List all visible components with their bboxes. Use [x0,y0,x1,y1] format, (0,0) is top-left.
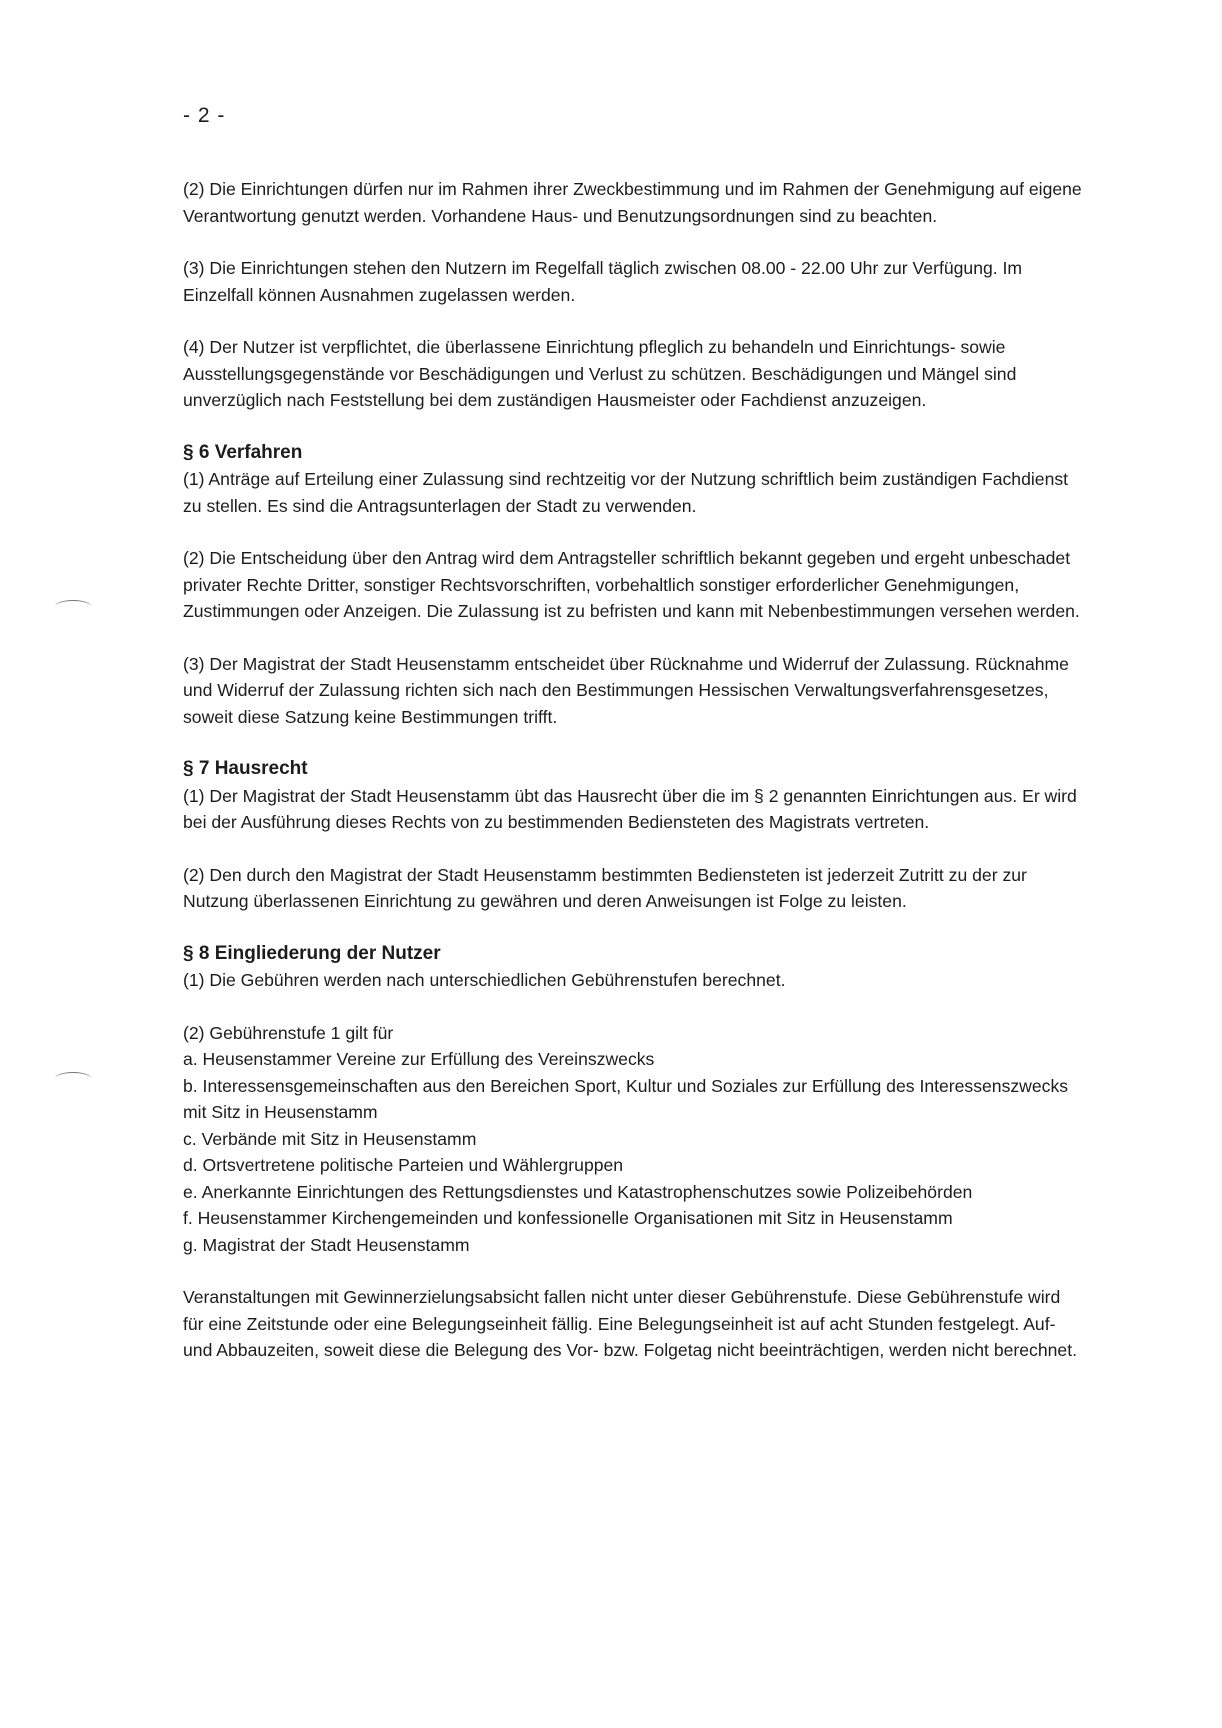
paragraph-8-1: (1) Die Gebühren werden nach unterschiedlichen Gebührenstufen berechnet. [183,970,786,990]
paragraph-6-2: (2) Die Entscheidung über den Antrag wird dem Antragsteller schriftlich bekannt gegeben und ergeht unbeschadet privater Rechte Dritter, sonstiger Rechtsvorschriften, vorbehaltlich sonstiger erforderlicher Genehmigungen, Zustimmungen oder Anzeigen. Die Zulassung ist zu befristen und kann mit Nebenbestimmungen versehen werden. [183,548,1080,621]
section-heading: § 8 Eingliederung der Nutzer [183,942,441,964]
list-item: a. Heusenstammer Vereine zur Erfüllung des Vereinszwecks [183,1049,655,1069]
paragraph-8-closing: Veranstaltungen mit Gewinnerzielungsabsicht fallen nicht unter dieser Gebührenstufe. Diese Gebührenstufe wird für eine Zeitstunde oder eine Belegungseinheit fällig. Eine Belegungseinheit ist auf acht Stunden festgelegt. Auf- und Abbauzeiten, soweit diese die Belegung des Vor- bzw. Folgetag nicht beeinträchtigen, werden nicht berechnet. [183,1287,1077,1360]
list-item: c. Verbände mit Sitz in Heusenstamm [183,1128,477,1149]
paragraph-5-3: (3) Die Einrichtungen stehen den Nutzern im Regelfall täglich zwischen 08.00 - 22.00 Uhr zur Verfügung. Im Einzelfall können Ausnahmen zugelassen werden. [183,258,1023,305]
paragraph-6-3: (3) Der Magistrat der Stadt Heusenstamm entscheidet über Rücknahme und Widerruf der Zulassung. Rücknahme und Widerruf der Zulassung richten sich nach den Bestimmungen Hessischen Verwaltungsverfahrensgesetzes, soweit diese Satzung keine Bestimmungen trifft. [183,653,1069,727]
paragraph-6-1: (1) Anträge auf Erteilung einer Zulassung sind rechtzeitig vor der Nutzung schriftlich beim zuständigen Fachdienst zu stellen. Es sind die Antragsunterlagen der Stadt zu verwenden. [183,469,1069,516]
punch-hole-mark [55,1072,91,1085]
paragraph-7-1: (1) Der Magistrat der Stadt Heusenstamm übt das Hausrecht über die im § 2 genannten Einrichtungen aus. Er wird bei der Ausführung dieses Rechts von zu bestimmenden Bediensteten des Magistrats vertreten. [183,785,1077,832]
fee-level-list [183,1046,1083,1258]
section-heading: § 6 Verfahren [183,441,303,463]
list-item: g. Magistrat der Stadt Heusenstamm [183,1234,470,1255]
paragraph-5-2: (2) Die Einrichtungen dürfen nur im Rahmen ihrer Zweckbestimmung und im Rahmen der Genehmigung auf eigene Verantwortung genutzt werden. Vorhandene Haus- und Benutzungsordnungen sind zu beachten. [183,179,1082,226]
list-item: d. Ortsvertretene politische Parteien und Wählergruppen [183,1155,624,1175]
list-item: e. Anerkannte Einrichtungen des Rettungsdienstes und Katastrophenschutzes sowie Polizeibehörden [183,1181,973,1202]
document-body [183,176,1083,1390]
paragraph-7-2: (2) Den durch den Magistrat der Stadt Heusenstamm bestimmten Bediensteten ist jederzeit Zutritt zu der zur Nutzung überlassenen Einrichtung zu gewähren und deren Anweisungen ist Folge zu leisten. [183,864,1027,911]
section-6 [183,440,1083,731]
page-number: - 2 - [183,104,226,127]
paragraph-8-2-intro: (2) Gebührenstufe 1 gilt für [183,1022,394,1043]
punch-hole-mark [55,600,91,613]
section-heading: § 7 Hausrecht [183,758,308,779]
paragraph-5-4: (4) Der Nutzer ist verpflichtet, die überlassene Einrichtung pfleglich zu behandeln und Einrichtungs- sowie Ausstellungsgegenstände vor Beschädigungen und Verlust zu schützen. Beschädigungen und Mängel sind unverzüglich nach Feststellung bei dem zuständigen Hausmeister oder Fachdienst anzuzeigen. [183,337,1017,410]
section-7 [183,756,1083,915]
list-item: b. Interessensgemeinschaften aus den Bereichen Sport, Kultur und Soziales zur Erfüllung des Interessenszwecks mit Sitz in Heusenstamm [183,1075,1069,1122]
section-8 [183,941,1083,1364]
list-item: f. Heusenstammer Kirchengemeinden und konfessionelle Organisationen mit Sitz in Heusenstamm [183,1208,953,1228]
